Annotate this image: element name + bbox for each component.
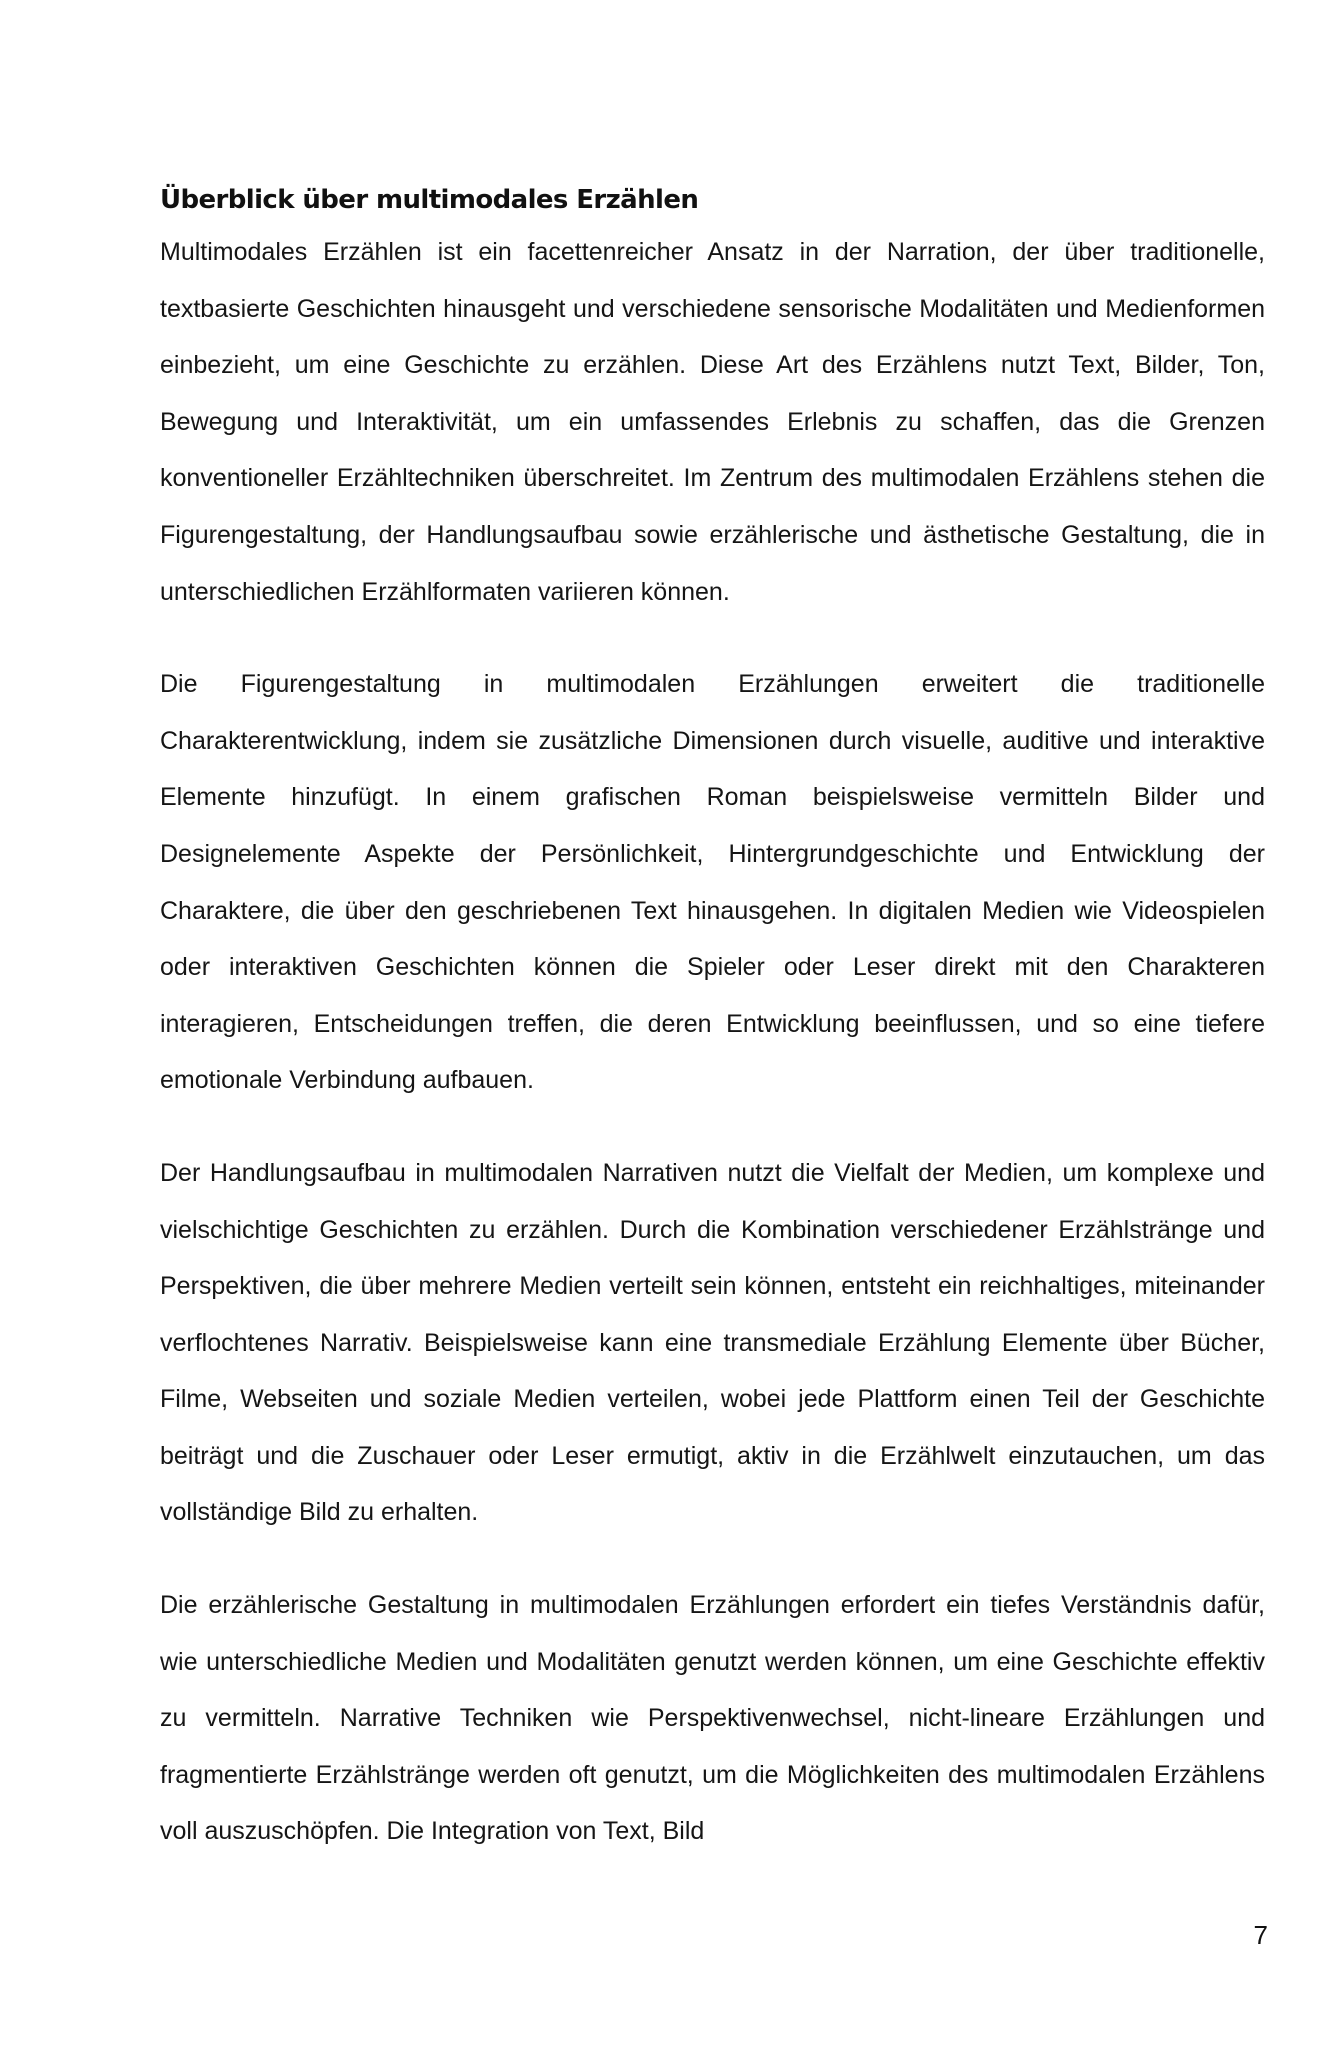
paragraph-character-design: Die Figurengestaltung in multimodalen Erzählungen erweitert die traditionelle Charakterentwicklung, indem sie zusätzliche Dimensionen durch visuelle, auditive und interaktive Elemente hinzufügt. In einem grafischen Roman beispielsweise vermitteln Bilder und Designelemente Aspekte der Persönlichkeit, Hintergrundgeschichte und Entwicklung der Charaktere, die über den geschriebenen Text hinausgehen. In digitalen Medien wie Videospielen oder interaktiven Geschichten können die Spieler oder Leser direkt mit den Charakteren interagieren, Entscheidungen treffen, die deren Entwicklung beeinflussen, und so eine tiefere emotionale Verbindung aufbauen. <box>160 670 1265 1095</box>
page-number: 7 <box>1253 1920 1268 1950</box>
page-content <box>160 180 1265 1896</box>
paragraph-overview: Multimodales Erzählen ist ein facettenreicher Ansatz in der Narration, der über traditionelle, textbasierte Geschichten hinausgeht und verschiedene sensorische Modalitäten und Medienformen einbezieht, um eine Geschichte zu erzählen. Diese Art des Erzählens nutzt Text, Bilder, Ton, Bewegung und Interaktivität, um ein umfassendes Erlebnis zu schaffen, das die Grenzen konventioneller Erzähltechniken überschreitet. Im Zentrum des multimodalen Erzählens stehen die Figurengestaltung, der Handlungsaufbau sowie erzählerische und ästhetische Gestaltung, die in unterschiedlichen Erzählformaten variieren können. <box>160 238 1265 606</box>
paragraph-narrative-design: Die erzählerische Gestaltung in multimodalen Erzählungen erfordert ein tiefes Verständnis dafür, wie unterschiedliche Medien und Modalitäten genutzt werden können, um eine Geschichte effektiv zu vermitteln. Narrative Techniken wie Perspektivenwechsel, nicht-lineare Erzählungen und fragmentierte Erzählstränge werden oft genutzt, um die Möglichkeiten des multimodalen Erzählens voll auszuschöpfen. Die Integration von Text, Bild <box>160 1591 1265 1846</box>
section-heading: Überblick über multimodales Erzählen <box>160 185 699 215</box>
paragraph-plot-structure: Der Handlungsaufbau in multimodalen Narrativen nutzt die Vielfalt der Medien, um komplexe und vielschichtige Geschichten zu erzählen. Durch die Kombination verschiedener Erzählstränge und Perspektiven, die über mehrere Medien verteilt sein können, entsteht ein reichhaltiges, miteinander verflochtenes Narrativ. Beispielsweise kann eine transmediale Erzählung Elemente über Bücher, Filme, Webseiten und soziale Medien verteilen, wobei jede Plattform einen Teil der Geschichte beiträgt und die Zuschauer oder Leser ermutigt, aktiv in die Erzählwelt einzutauchen, um das vollständige Bild zu erhalten. <box>160 1158 1265 1527</box>
